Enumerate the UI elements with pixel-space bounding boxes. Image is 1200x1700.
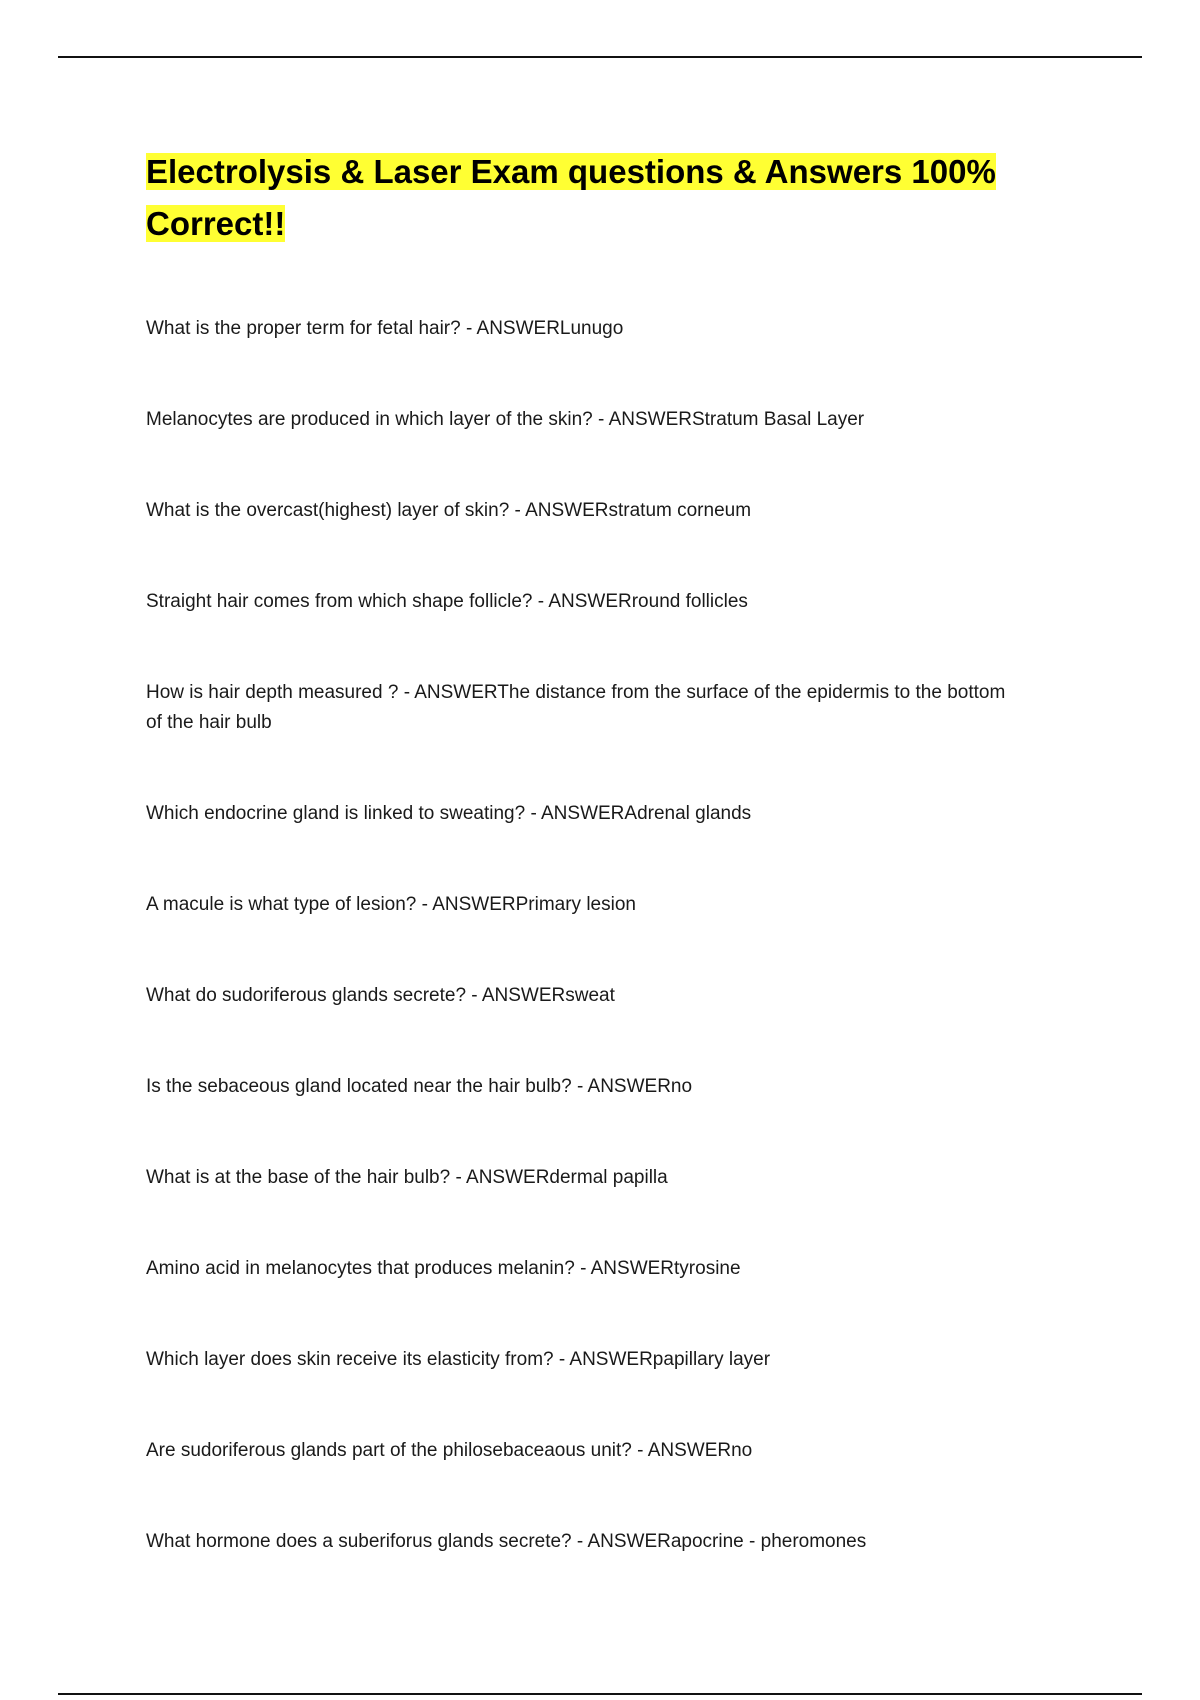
qa-item: What hormone does a suberiforus glands secrete? - ANSWERapocrine - pheromones: [146, 1531, 867, 1552]
qa-item: What is the overcast(highest) layer of skin? - ANSWERstratum corneum: [146, 500, 752, 521]
qa-item: What is at the base of the hair bulb? - ANSWERdermal papilla: [146, 1167, 668, 1188]
header-rule: [58, 56, 1142, 58]
title-highlight: Electrolysis & Laser Exam questions & Answers 100% Correct!!: [146, 153, 996, 242]
qa-item: Which layer does skin receive its elasticity from? - ANSWERpapillary layer: [146, 1349, 771, 1370]
qa-item: A macule is what type of lesion? - ANSWERPrimary lesion: [146, 894, 636, 915]
qa-item: Melanocytes are produced in which layer of the skin? - ANSWERStratum Basal Layer: [146, 409, 865, 430]
qa-item: Amino acid in melanocytes that produces melanin? - ANSWERtyrosine: [146, 1258, 741, 1279]
qa-item: Straight hair comes from which shape follicle? - ANSWERround follicles: [146, 591, 748, 612]
qa-item: Is the sebaceous gland located near the hair bulb? - ANSWERno: [146, 1076, 693, 1097]
qa-item: What is the proper term for fetal hair? - ANSWERLunugo: [146, 318, 624, 339]
qa-item: How is hair depth measured ? - ANSWERThe distance from the surface of the epidermis to the bottom of the hair bulb: [146, 682, 1006, 733]
footer-rule: [58, 1693, 1142, 1695]
qa-list: [146, 314, 1046, 1557]
qa-item: What do sudoriferous glands secrete? - ANSWERsweat: [146, 985, 615, 1006]
qa-item: Which endocrine gland is linked to sweating? - ANSWERAdrenal glands: [146, 803, 752, 824]
qa-item: Are sudoriferous glands part of the philosebaceaous unit? - ANSWERno: [146, 1440, 753, 1461]
document-title: [146, 146, 1046, 250]
document-body: [146, 146, 1046, 1618]
